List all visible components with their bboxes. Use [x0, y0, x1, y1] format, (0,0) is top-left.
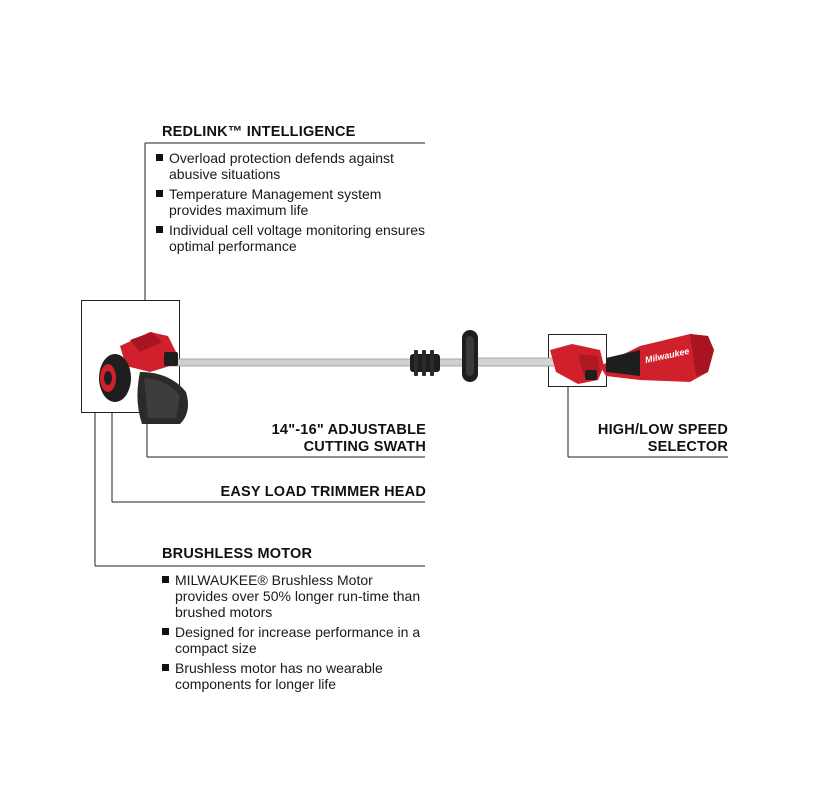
bullet-square-icon	[156, 190, 163, 197]
brushless-heading: BRUSHLESS MOTOR	[162, 546, 313, 562]
rear-grip	[600, 334, 714, 382]
brand-logo: Milwaukee	[644, 345, 691, 366]
list-item: Individual cell voltage monitoring ensures optimal performance	[156, 222, 426, 254]
bullet-square-icon	[156, 154, 163, 161]
list-item: Temperature Management system provides maximum life	[156, 186, 426, 218]
loop-handle	[462, 330, 478, 382]
list-item: Overload protection defends against abusive situations	[156, 150, 426, 182]
motor-head	[99, 332, 188, 424]
redlink-heading: REDLINK™ INTELLIGENCE	[162, 124, 356, 140]
list-item: Designed for increase performance in a compact size	[162, 624, 427, 656]
cutting-swath-label: 14"-16" ADJUSTABLE CUTTING SWATH	[271, 422, 426, 455]
trimmer-head-label: EASY LOAD TRIMMER HEAD	[220, 484, 426, 500]
redlink-bullet-list	[156, 150, 426, 258]
bullet-square-icon	[162, 576, 169, 583]
speed-selector-trigger	[550, 344, 604, 384]
bullet-square-icon	[156, 226, 163, 233]
bullet-square-icon	[162, 664, 169, 671]
speed-selector-label: HIGH/LOW SPEED SELECTOR	[597, 422, 728, 455]
list-item: MILWAUKEE® Brushless Motor provides over 50% longer run-time than brushed motors	[162, 572, 427, 620]
brushless-bullet-list	[162, 572, 427, 696]
shaft-coupler	[410, 350, 440, 376]
bullet-square-icon	[162, 628, 169, 635]
list-item: Brushless motor has no wearable components for longer life	[162, 660, 427, 692]
